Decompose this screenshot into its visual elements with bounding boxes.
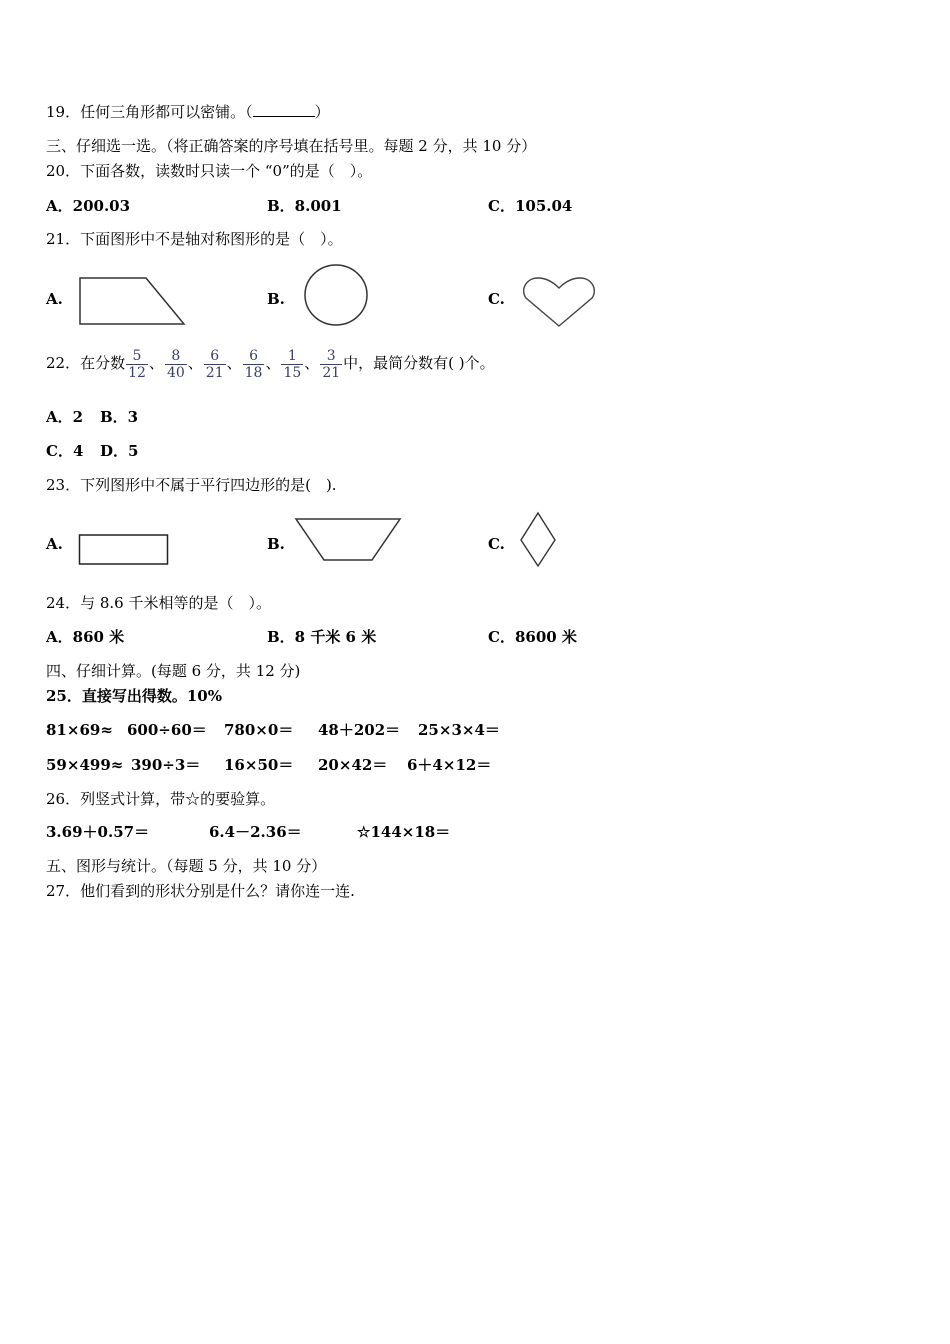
calc-item: 6＋4×12＝ xyxy=(407,756,492,774)
question-22-prefix: 22．在分数 xyxy=(46,354,126,372)
question-22-suffix: 中，最简分数有( )个。 xyxy=(343,354,495,372)
question-27-stem: 27．他们看到的形状分别是什么？请你连一连. xyxy=(46,882,355,900)
separator: 、 xyxy=(226,354,242,372)
section-3-heading: 三、仔细选一选。（将正确答案的序号填在括号里。每题 2 分，共 10 分） xyxy=(46,137,537,155)
q23-option-a-label[interactable]: A. xyxy=(46,535,63,553)
q24-option-c[interactable]: C．8600 米 xyxy=(488,628,577,646)
answer-blank[interactable] xyxy=(253,102,315,117)
calc-item: 390÷3＝ xyxy=(131,756,201,774)
fraction xyxy=(204,348,226,381)
calc-item: ☆144×18＝ xyxy=(357,823,451,841)
numerator: 6 xyxy=(243,348,265,365)
calc-item: 6.4－2.36＝ xyxy=(209,823,302,841)
calc-item: 59×499≈ xyxy=(46,756,124,774)
q21-option-b-label[interactable]: B. xyxy=(267,290,285,308)
numerator: 5 xyxy=(126,348,148,365)
q20-option-c[interactable]: C．105.04 xyxy=(488,197,573,215)
question-24-stem: 24．与 8.6 千米相等的是（ ）。 xyxy=(46,594,271,612)
rectangle-icon xyxy=(78,533,170,567)
fraction xyxy=(126,348,148,381)
fraction xyxy=(281,348,303,381)
q21-option-c-label[interactable]: C. xyxy=(488,290,505,308)
denominator: 12 xyxy=(128,364,146,381)
calc-item: 20×42＝ xyxy=(318,756,388,774)
q22-option-b[interactable]: B．3 xyxy=(100,408,139,426)
separator: 、 xyxy=(148,354,164,372)
denominator: 40 xyxy=(166,364,185,381)
q21-option-a-label[interactable]: A. xyxy=(46,290,63,308)
trapezoid-icon xyxy=(78,276,188,328)
question-25-stem: 25．直接写出得数。10% xyxy=(46,687,223,705)
section-5-heading: 五、图形与统计。（每题 5 分，共 10 分） xyxy=(46,857,327,875)
calc-item: 16×50＝ xyxy=(224,756,294,774)
question-22-stem xyxy=(46,342,495,384)
q22-option-d[interactable]: D．5 xyxy=(100,442,139,460)
q20-option-a[interactable]: A．200.03 xyxy=(46,197,131,215)
separator: 、 xyxy=(187,354,203,372)
fraction xyxy=(243,348,265,381)
numerator: 6 xyxy=(204,348,226,365)
q22-option-a[interactable]: A．2 xyxy=(46,408,84,426)
calc-item: 3.69＋0.57＝ xyxy=(46,823,150,841)
separator: 、 xyxy=(304,354,320,372)
section-4-heading: 四、仔细计算。(每题 6 分，共 12 分) xyxy=(46,662,301,680)
denominator: 15 xyxy=(283,364,302,381)
denominator: 18 xyxy=(244,364,263,381)
numerator: 1 xyxy=(281,348,303,365)
calc-item: 780×0＝ xyxy=(224,721,294,739)
q22-option-c[interactable]: C．4 xyxy=(46,442,84,460)
question-23-stem: 23．下列图形中不属于平行四边形的是( ). xyxy=(46,476,337,494)
fraction xyxy=(165,348,187,381)
calc-item: 25×3×4＝ xyxy=(418,721,500,739)
calc-item: 81×69≈ xyxy=(46,721,113,739)
calc-item: 48＋202＝ xyxy=(318,721,401,739)
question-19 xyxy=(46,102,330,122)
question-20-stem: 20．下面各数，读数时只读一个 “0”的是（ ）。 xyxy=(46,162,373,180)
q24-option-a[interactable]: A．860 米 xyxy=(46,628,125,646)
q23-option-b-label[interactable]: B. xyxy=(267,535,285,553)
q20-option-b[interactable]: B．8.001 xyxy=(267,197,342,215)
circle-icon xyxy=(302,263,370,327)
fraction xyxy=(320,348,342,381)
calc-item: 600÷60＝ xyxy=(127,721,207,739)
question-21-stem: 21．下面图形中不是轴对称图形的是（ ）。 xyxy=(46,230,343,248)
heart-icon xyxy=(522,274,596,330)
numerator: 8 xyxy=(165,348,187,365)
question-19-text: 19．任何三角形都可以密铺。（ xyxy=(46,103,253,121)
trapezoid-icon xyxy=(294,517,404,563)
question-26-stem: 26．列竖式计算，带☆的要验算。 xyxy=(46,790,276,808)
q24-option-b[interactable]: B．8 千米 6 米 xyxy=(267,628,377,646)
numerator: 3 xyxy=(320,348,342,365)
separator: 、 xyxy=(265,354,281,372)
rhombus-icon xyxy=(518,511,558,569)
denominator: 21 xyxy=(205,364,224,381)
q23-option-c-label[interactable]: C. xyxy=(488,535,505,553)
question-19-tail: ） xyxy=(314,103,330,121)
denominator: 21 xyxy=(322,364,341,381)
